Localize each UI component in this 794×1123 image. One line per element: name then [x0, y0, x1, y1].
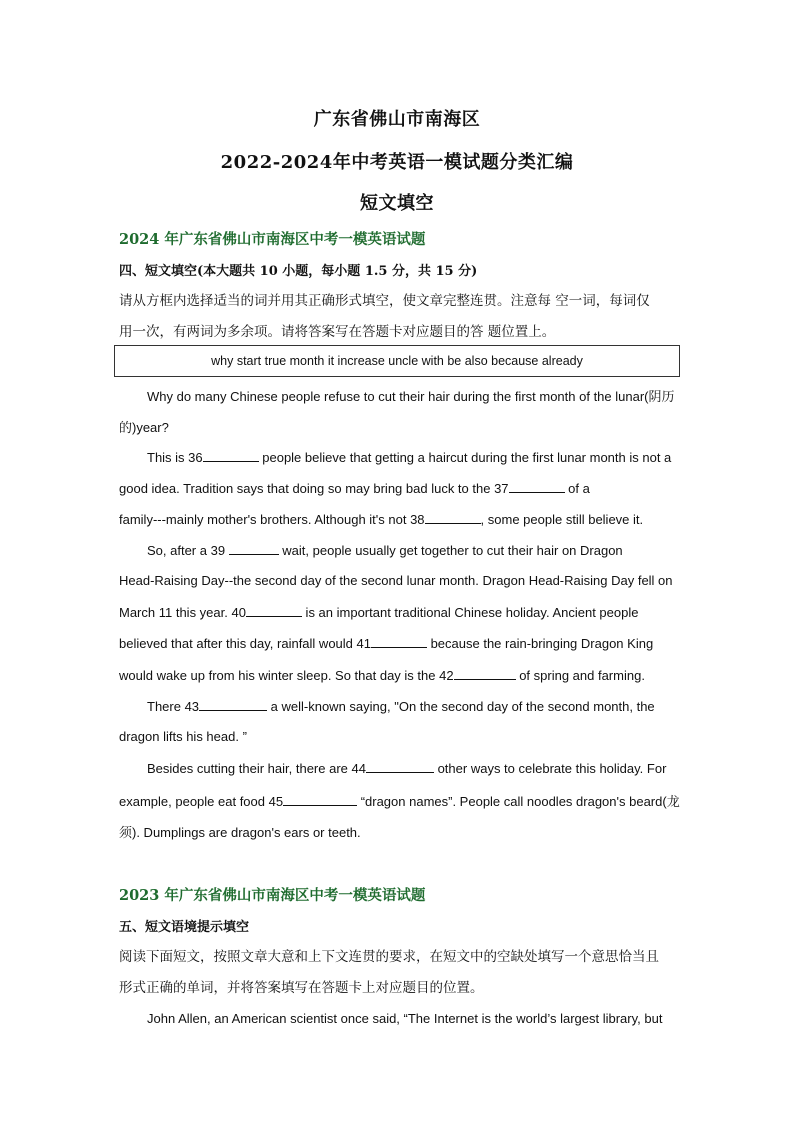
doc-title-main: 2022-2024年中考英语一模试题分类汇编 [220, 152, 574, 173]
passage-line: 须). Dumplings are dragon's ears or teeth. [119, 825, 361, 840]
passage-line: family---mainly mother's brothers. Although it's not 38 , some people still believe it. [119, 512, 644, 527]
passage-line: 的)year? [119, 420, 169, 435]
instruction-line-1: 阅读下面短文，按照文章大意和上下文连贯的要求，在短文中的空缺处填写一个意思恰当且 [119, 949, 659, 965]
passage-line: dragon lifts his head. ” [119, 729, 247, 744]
passage-line: This is 36 people believe that getting a haircut during the first lunar month is not a [147, 450, 672, 465]
passage-line: believed that after this day, rainfall would 41 because the rain-bringing Dragon King [119, 636, 654, 651]
answer-blank-40[interactable] [246, 604, 302, 617]
doc-title-topic: 短文填空 [360, 193, 434, 214]
passage-line: There 43 a well-known saying, "On the second day of the second month, the [147, 699, 655, 714]
instruction-line-1: 请从方框内选择适当的词并用其正确形式填空，使文章完整连贯。注意每 空一词，每词仅 [119, 293, 650, 309]
answer-blank-42[interactable] [454, 667, 516, 680]
answer-blank-41[interactable] [371, 635, 427, 648]
answer-blank-45[interactable] [283, 793, 357, 806]
passage-line: Head-Raising Day--the second day of the second lunar month. Dragon Head-Raising Day fell on [119, 573, 673, 588]
word-bank-text: why start true month it increase uncle with be also because already [211, 354, 583, 368]
answer-blank-43[interactable] [199, 698, 267, 711]
passage-line: March 11 this year. 40 is an important traditional Chinese holiday. Ancient people [119, 605, 639, 620]
answer-blank-38[interactable] [425, 511, 481, 524]
answer-blank-37[interactable] [509, 480, 565, 493]
section-heading-2023: 2023 年广东省佛山市南海区中考一模英语试题 [119, 887, 426, 904]
section-heading-2024: 2024 年广东省佛山市南海区中考一模英语试题 [119, 231, 426, 248]
doc-title-region: 广东省佛山市南海区 [313, 109, 481, 130]
instruction-line-2: 用一次，有两词为多余项。请将答案写在答题卡对应题目的答 题位置上。 [119, 324, 556, 340]
passage-line: example, people eat food 45 “dragon names”. People call noodles dragon's beard(龙 [119, 794, 680, 809]
passage-line: Besides cutting their hair, there are 44 other ways to celebrate this holiday. For [147, 761, 667, 776]
part-title-2024: 四、短文填空(本大题共 10 小题，每小题 1.5 分，共 15 分) [119, 264, 478, 279]
passage-line: John Allen, an American scientist once said, “The Internet is the world’s largest library, but [147, 1011, 663, 1026]
answer-blank-44[interactable] [366, 760, 434, 773]
answer-blank-36[interactable] [203, 449, 259, 462]
passage-line: Why do many Chinese people refuse to cut their hair during the first month of the lunar(阴历 [147, 389, 675, 404]
passage-line: would wake up from his winter sleep. So that day is the 42 of spring and farming. [119, 668, 645, 683]
word-bank-box [114, 345, 680, 377]
part-title-2023: 五、短文语境提示填空 [119, 920, 250, 935]
passage-line: good idea. Tradition says that doing so may bring bad luck to the 37 of a [119, 481, 590, 496]
instruction-line-2: 形式正确的单词，并将答案填写在答题卡上对应题目的位置。 [119, 980, 484, 996]
answer-blank-39[interactable] [229, 542, 279, 555]
passage-line: So, after a 39 wait, people usually get together to cut their hair on Dragon [147, 543, 623, 558]
